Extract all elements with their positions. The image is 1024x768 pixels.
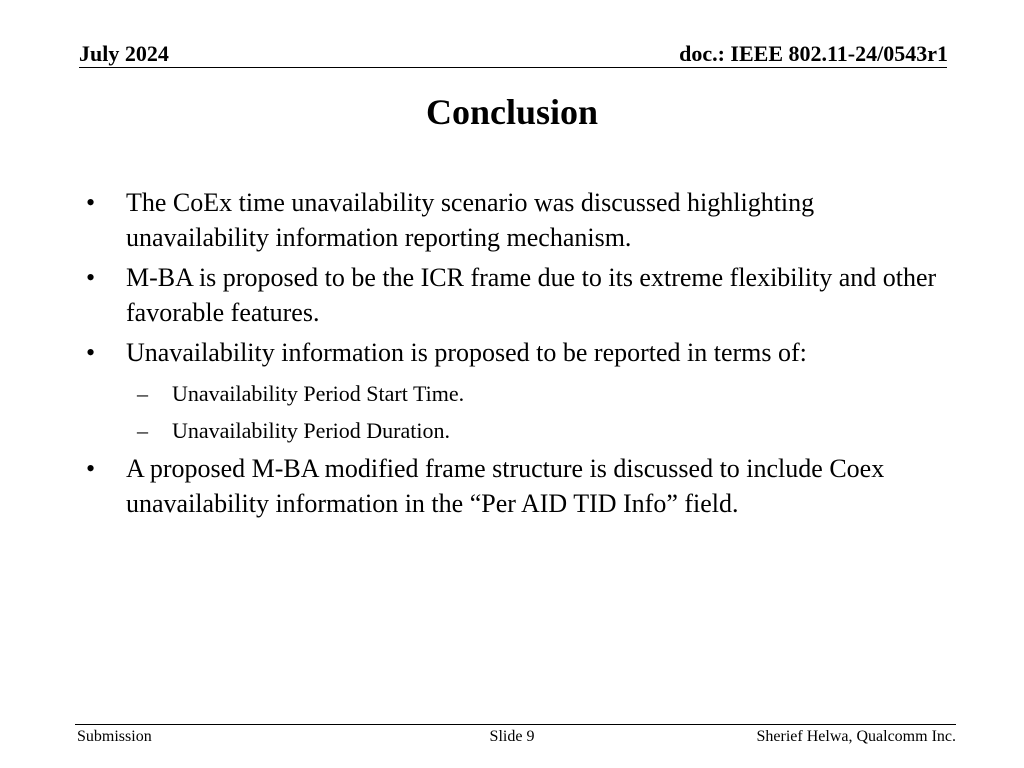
header-divider	[79, 67, 947, 68]
sub-bullet-text: Unavailability Period Duration.	[172, 418, 450, 443]
sub-bullet-marker: –	[137, 381, 148, 406]
bullet-item	[86, 451, 956, 521]
sub-bullet-item	[86, 375, 956, 412]
header-doc-id: doc.: IEEE 802.11-24/0543r1	[679, 41, 948, 66]
sub-bullet-text: Unavailability Period Start Time.	[172, 381, 465, 406]
sub-bullet-item	[86, 412, 956, 449]
bullet-marker: •	[86, 338, 96, 367]
bullet-marker: •	[86, 454, 96, 483]
sub-bullet-marker: –	[137, 418, 148, 443]
sub-bullet-list	[86, 375, 956, 449]
bullet-text: Unavailability information is proposed to be reported in terms of:	[126, 338, 807, 367]
header-date: July 2024	[79, 41, 169, 66]
slide-content	[86, 185, 956, 526]
footer-author: Sherief Helwa, Qualcomm Inc.	[756, 728, 956, 745]
bullet-item	[86, 260, 956, 330]
footer-divider	[75, 724, 956, 725]
bullet-marker: •	[86, 263, 96, 292]
slide-title: Conclusion	[425, 92, 599, 132]
bullet-item	[86, 335, 956, 370]
bullet-item	[86, 185, 956, 255]
bullet-text: The CoEx time unavailability scenario was discussed highlighting unavailability information reporting mechanism.	[126, 188, 815, 252]
bullet-marker: •	[86, 188, 96, 217]
bullet-text: A proposed M-BA modified frame structure is discussed to include Coex unavailability information in the “Per AID TID Info” field.	[126, 454, 885, 518]
footer-slide-number: Slide 9	[489, 728, 535, 745]
bullet-text: M-BA is proposed to be the ICR frame due to its extreme flexibility and other favorable features.	[126, 263, 937, 327]
footer-submission: Submission	[77, 728, 152, 745]
